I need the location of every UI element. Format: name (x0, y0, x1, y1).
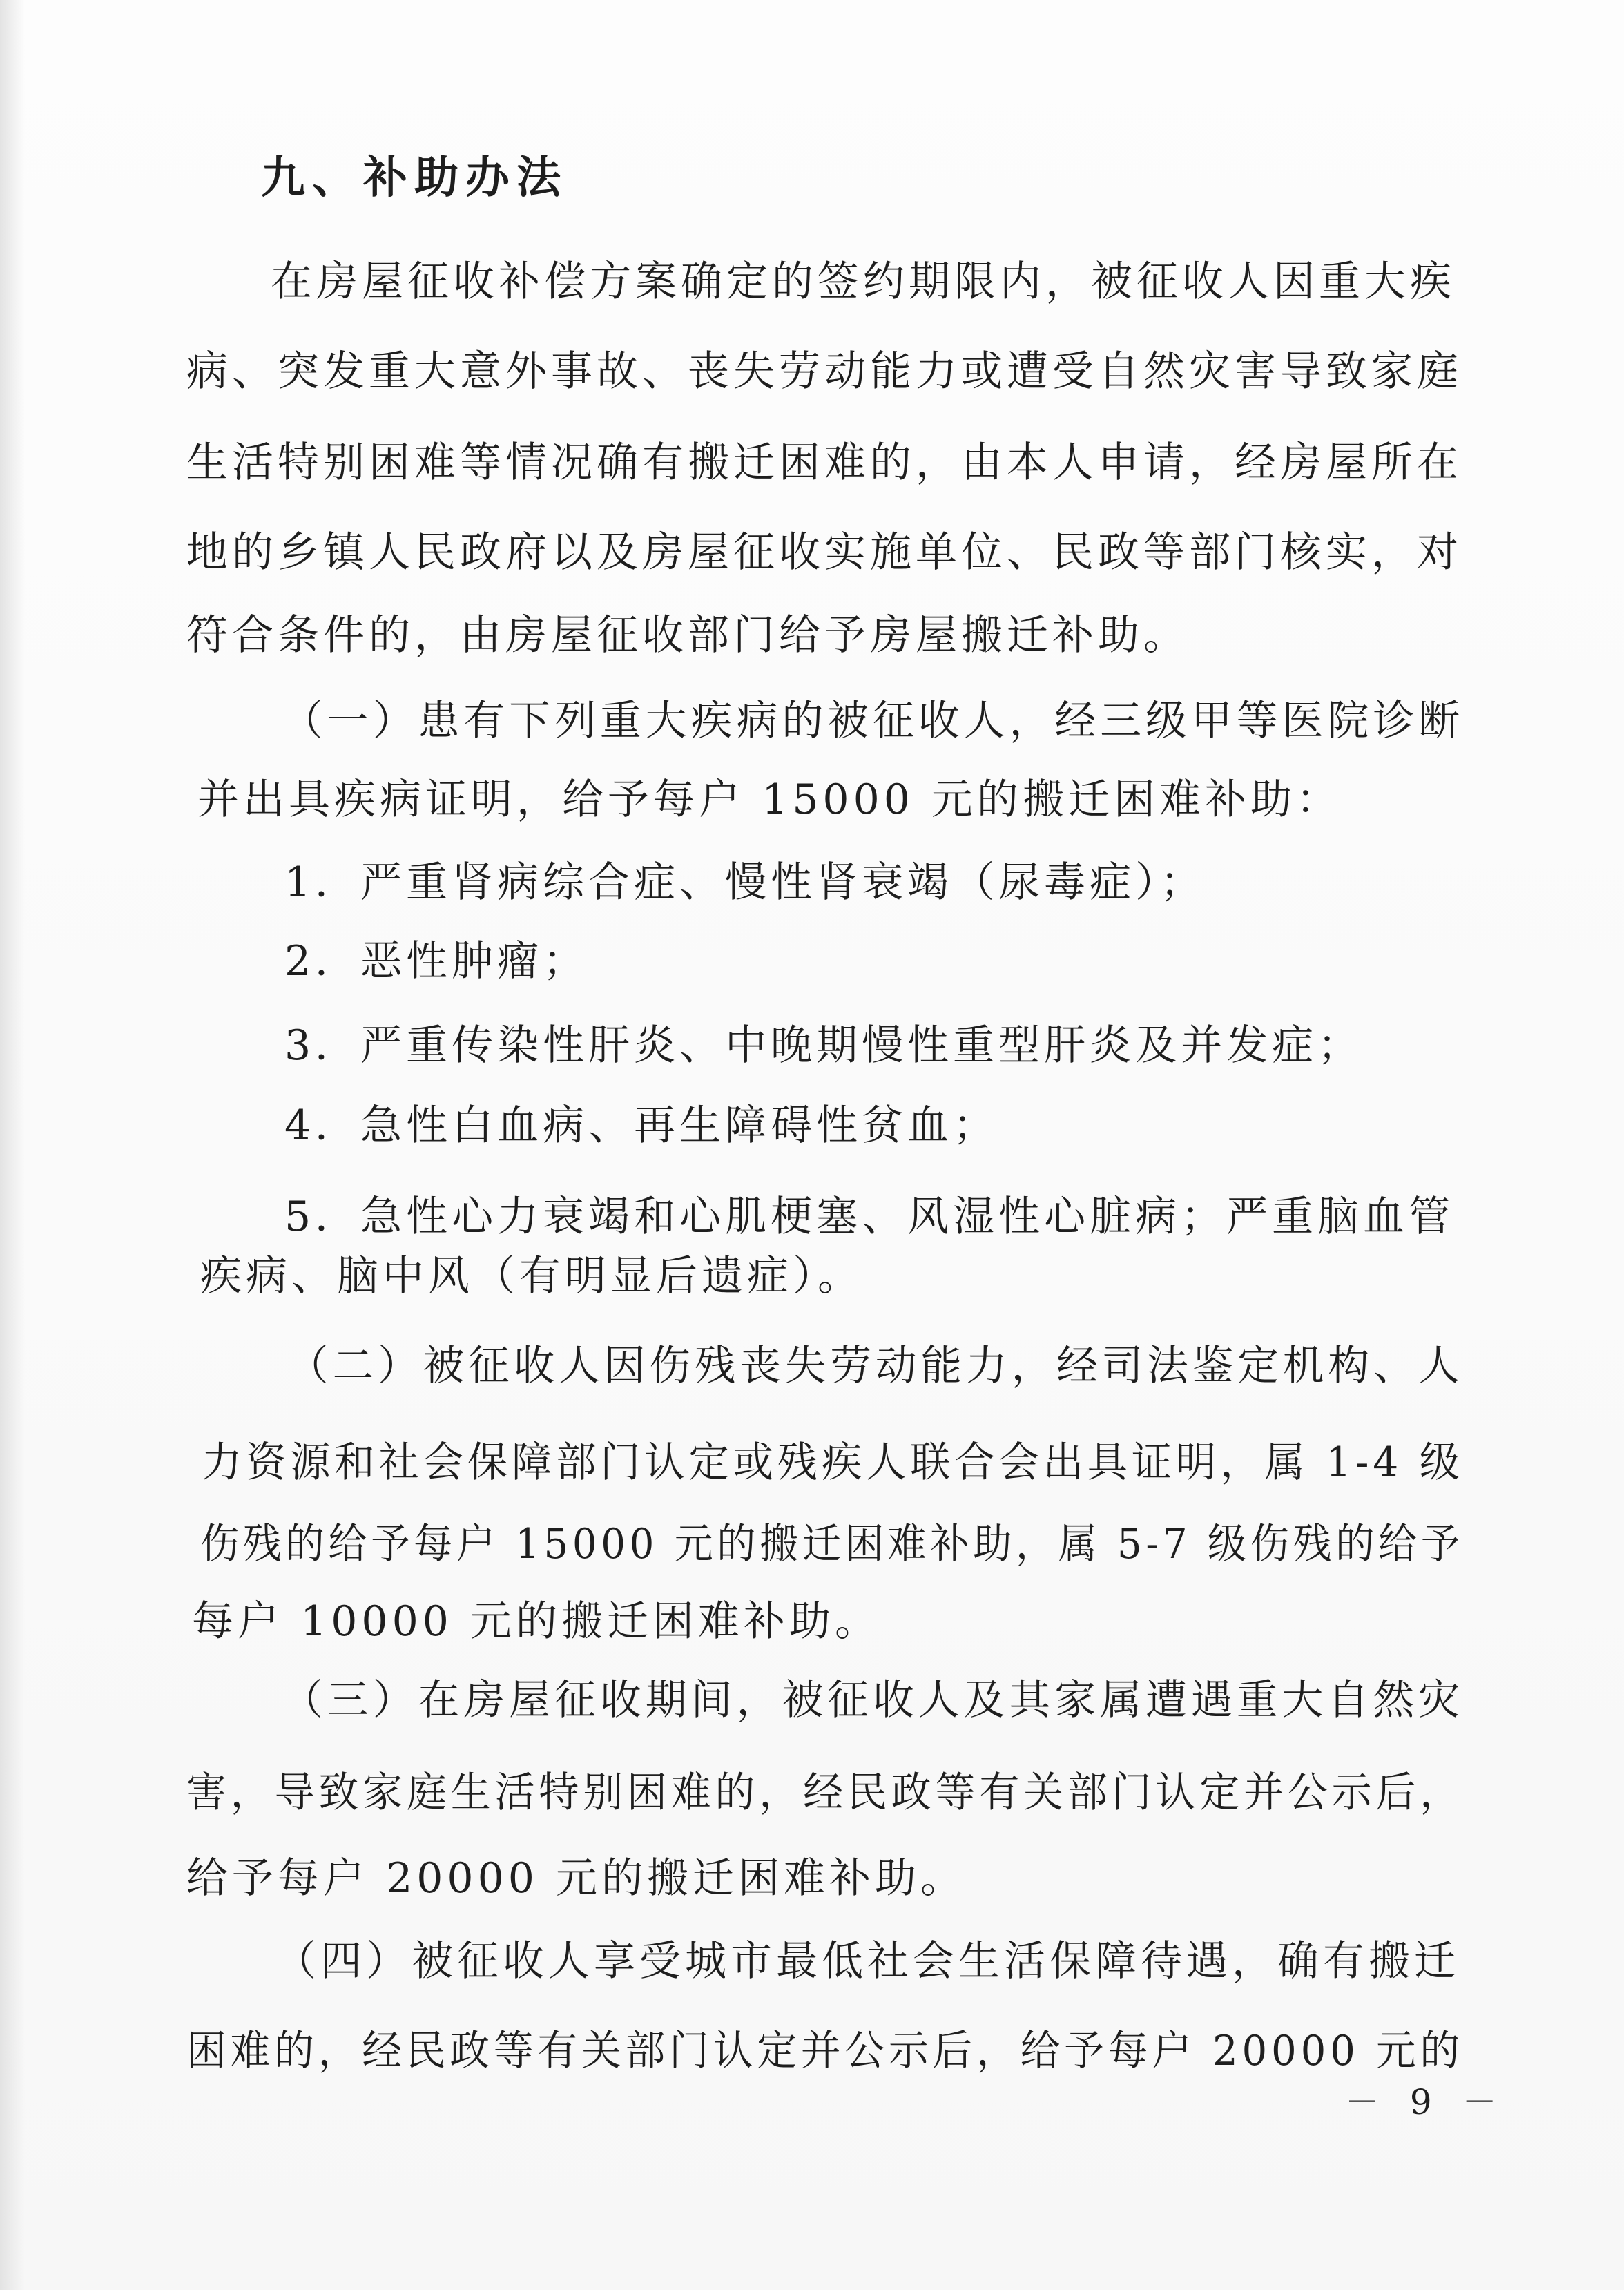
paragraph-line-12: （三）在房屋征收期间，被征收人及其家属遭遇重大自然灾 (282, 1676, 1464, 1724)
paragraph-line-2: 病、突发重大意外事故、丧失劳动能力或遭受自然灾害导致家庭 (186, 347, 1462, 396)
paragraph-line-13: 害，导致家庭生活特别困难的，经民政等有关部门认定并公示后， (186, 1769, 1464, 1817)
paragraph-line-8: （二）被征收人因伤残丧失劳动能力，经司法鉴定机构、人 (287, 1342, 1464, 1390)
paragraph-line-9: 力资源和社会保障部门认定或残疾人联合会出具证明，属 1-4 级 (202, 1439, 1464, 1487)
paragraph-line-3: 生活特别困难等情况确有搬迁困难的，由本人申请，经房屋所在 (186, 439, 1462, 487)
list-item-2: 2．恶性肿瘤； (284, 937, 589, 985)
section-heading: 九、补助办法 (261, 152, 568, 204)
paragraph-line-11: 每户 10000 元的搬迁困难补助。 (192, 1597, 881, 1646)
page-number: － 9 － (1345, 2082, 1507, 2122)
paragraph-line-16: 困难的，经民政等有关部门认定并公示后，给予每户 20000 元的 (186, 2027, 1464, 2075)
list-item-5: 5．急性心力衰竭和心肌梗塞、风湿性心脏病；严重脑血管 (284, 1193, 1455, 1241)
list-item-1: 1．严重肾病综合症、慢性肾衰竭（尿毒症）； (284, 858, 1206, 907)
paragraph-line-4: 地的乡镇人民政府以及房屋征收实施单位、民政等部门核实，对 (186, 528, 1462, 577)
paragraph-line-5: 符合条件的，由房屋征收部门给予房屋搬迁补助。 (186, 611, 1189, 660)
paragraph-line-14: 给予每户 20000 元的搬迁困难补助。 (186, 1854, 967, 1903)
list-item-4: 4．急性白血病、再生障碍性贫血； (284, 1101, 999, 1150)
paragraph-line-1: 在房屋征收补偿方案确定的签约期限内，被征收人因重大疾 (271, 258, 1456, 306)
paragraph-line-15: （四）被征收人享受城市最低社会生活保障待遇，确有搬迁 (275, 1937, 1460, 1985)
paragraph-line-6: （一）患有下列重大疾病的被征收人，经三级甲等医院诊断 (282, 697, 1464, 745)
scan-edge-shadow (0, 0, 25, 2290)
list-item-5-continued: 疾病、脑中风（有明显后遗症）。 (200, 1252, 863, 1300)
paragraph-line-10: 伤残的给予每户 15000 元的搬迁困难补助，属 5-7 级伤残的给予 (200, 1520, 1464, 1568)
paragraph-line-7: 并出具疾病证明，给予每户 15000 元的搬迁困难补助： (197, 776, 1342, 824)
list-item-3: 3．严重传染性肝炎、中晚期慢性重型肝炎及并发症； (284, 1021, 1364, 1070)
